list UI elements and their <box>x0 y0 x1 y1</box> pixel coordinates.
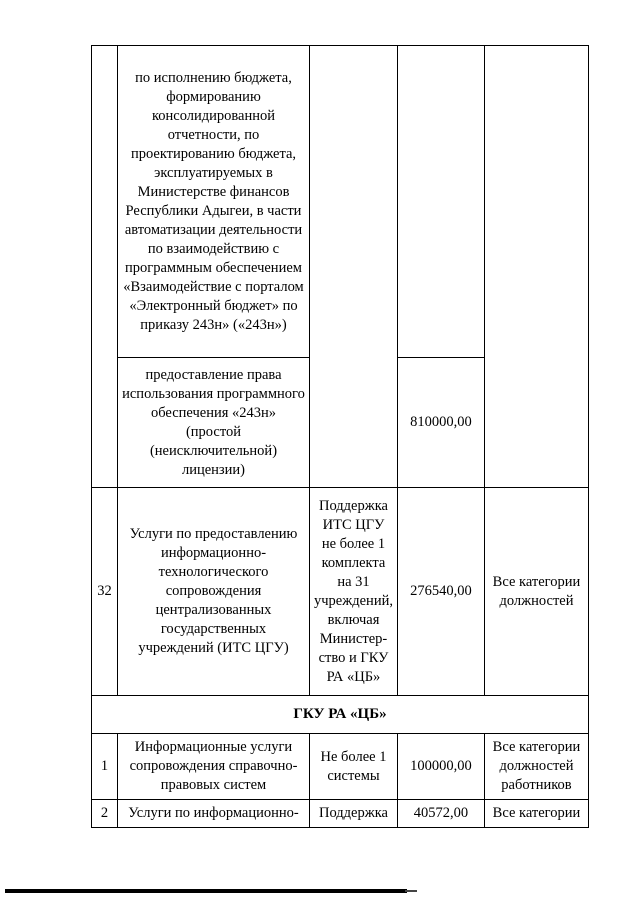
scan-edge-line-tail <box>405 890 417 892</box>
quantity-cell: Поддержка <box>310 800 398 828</box>
price-cell: 810000,00 <box>397 358 484 488</box>
section-title: ГКУ РА «ЦБ» <box>92 696 589 734</box>
table-row <box>92 734 589 800</box>
scan-edge-line <box>5 889 407 893</box>
category-cell <box>484 46 588 488</box>
description-cell: Услуги по информационно- <box>118 800 310 828</box>
table-row <box>92 488 589 696</box>
description-cell: по исполнению бюджета, формированию консолидированной отчетности, по проектированию бюджета, эксплуатируемых в Министерстве финансов Республики Адыгеи, в части автоматизации деятельности по взаимодействию с программным обеспечением «Взаимодействие с порталом «Электронный бюджет» по приказу 243н» («243н») <box>118 46 310 358</box>
price-cell <box>397 46 484 358</box>
section-header-row <box>92 696 589 734</box>
row-number-cell: 32 <box>92 488 118 696</box>
description-cell: предоставление права использования программного обеспечения «243н» (простой (неисключительной) лицензии) <box>118 358 310 488</box>
table-row <box>92 46 589 358</box>
row-number-cell <box>92 46 118 488</box>
row-number-cell: 2 <box>92 800 118 828</box>
quantity-cell <box>310 46 398 488</box>
quantity-cell: Не более 1 системы <box>310 734 398 800</box>
category-cell: Все категории должностей работников <box>484 734 588 800</box>
price-cell: 40572,00 <box>397 800 484 828</box>
budget-table <box>91 45 589 828</box>
row-number-cell: 1 <box>92 734 118 800</box>
category-cell: Все категории должностей <box>484 488 588 696</box>
quantity-cell: Поддержка ИТС ЦГУ не более 1 комплекта на 31 учреждений, включая Министер-ство и ГКУ РА «ЦБ» <box>310 488 398 696</box>
description-cell: Услуги по предоставлению информационно-технологического сопровождения централизованных государственных учреждений (ИТС ЦГУ) <box>118 488 310 696</box>
table-row <box>92 800 589 828</box>
description-cell: Информационные услуги сопровождения справочно-правовых систем <box>118 734 310 800</box>
price-cell: 276540,00 <box>397 488 484 696</box>
category-cell: Все категории <box>484 800 588 828</box>
price-cell: 100000,00 <box>397 734 484 800</box>
